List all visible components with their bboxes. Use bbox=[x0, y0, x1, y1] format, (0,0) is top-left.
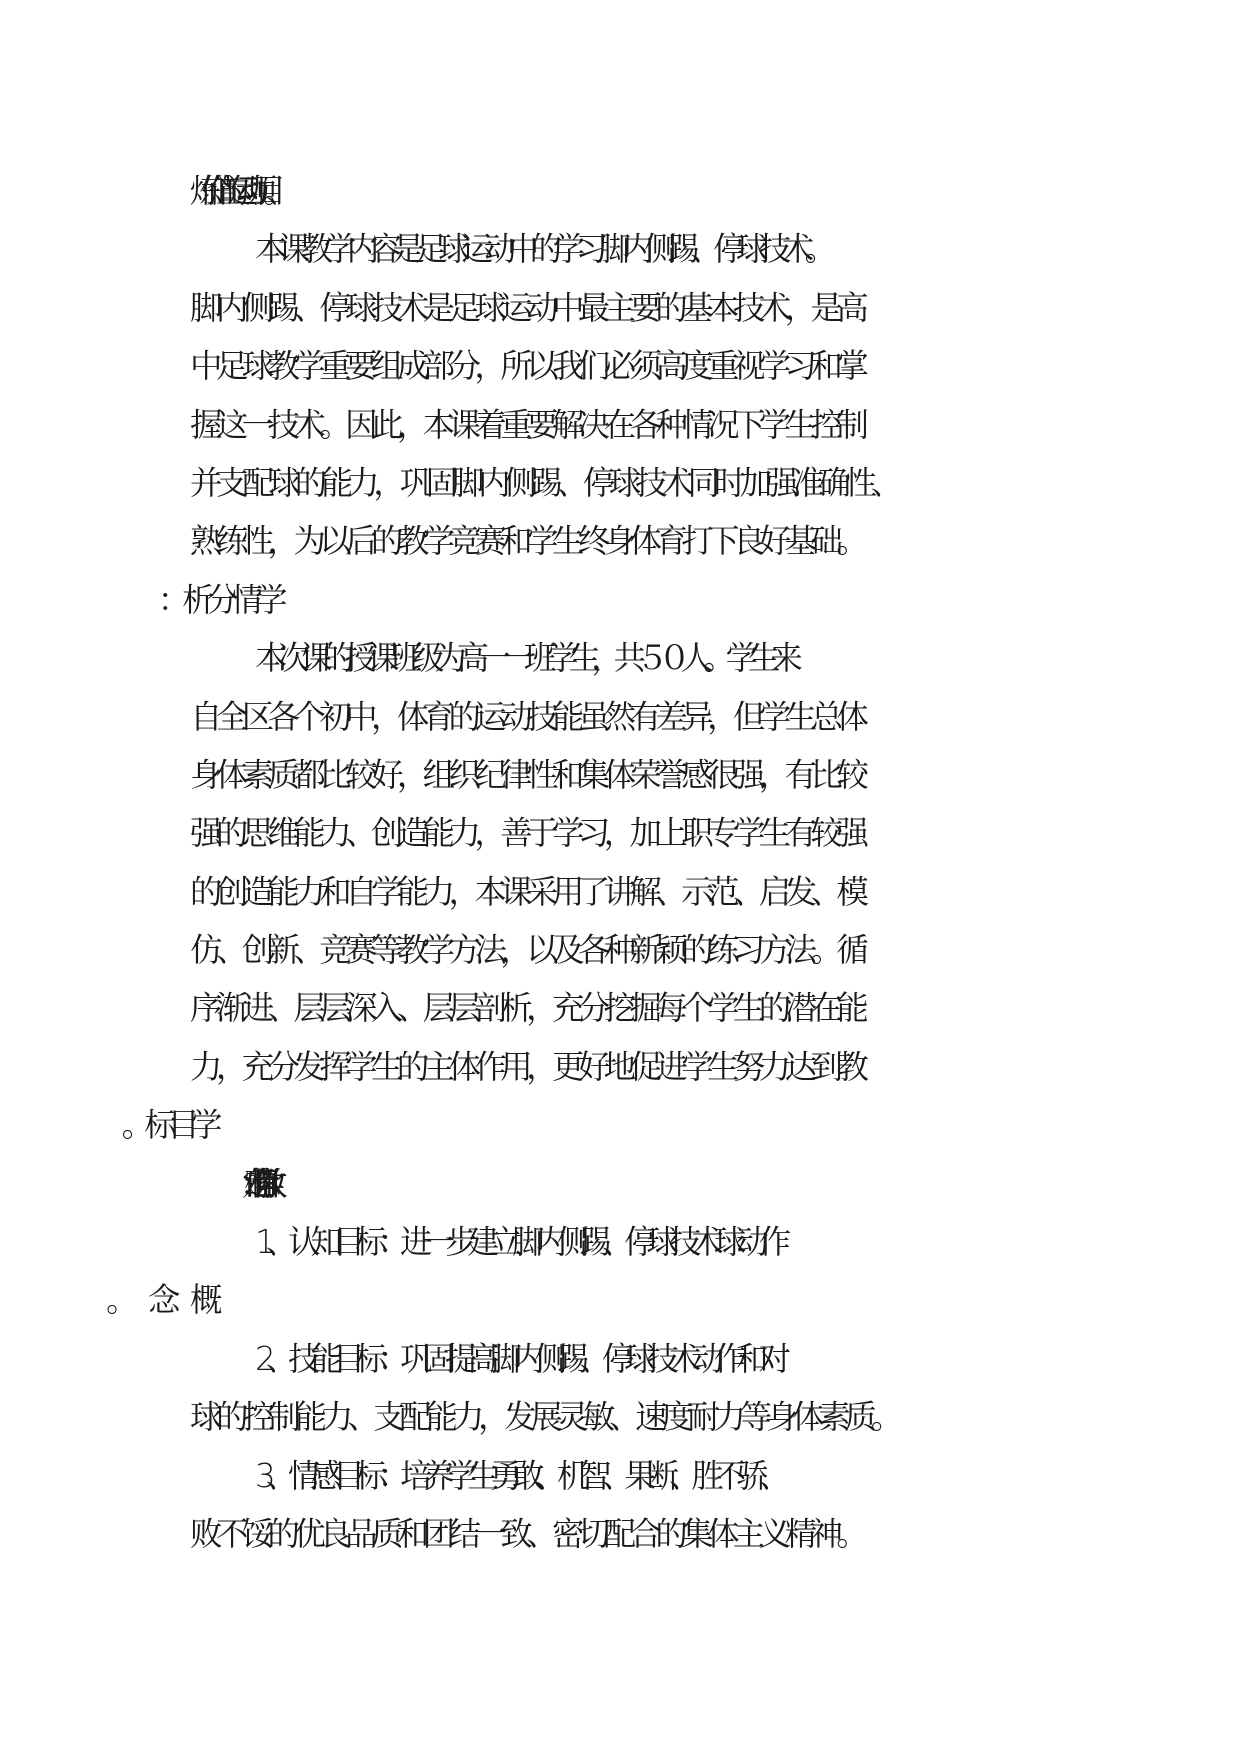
text-line bbox=[190, 1096, 1241, 1154]
text-line: 握这一技术。因此，本课着重要解决在各种情况下学生控制 bbox=[190, 405, 863, 444]
text-line: 球的控制能力、支配能力，发展灵敏、速度耐力等身体素质。 bbox=[190, 1398, 897, 1437]
document-body bbox=[0, 162, 1241, 1563]
text-line: 身体素质都比较好，组织纪律性和集体荣誉感很强，有比较 bbox=[190, 755, 863, 794]
text-line bbox=[255, 1155, 1241, 1213]
text-line: 强的思维能力、创造能力，善于学习，加上职专学生有较强 bbox=[190, 814, 863, 853]
text-line bbox=[190, 1271, 1241, 1329]
text-line: 自全区各个初中，体育的运动技能虽然有差异，但学生总体 bbox=[190, 697, 863, 736]
text-line: 3、情感目标：培养学生勇敢、机智、果断、胜不骄、 bbox=[255, 1456, 781, 1495]
text-line: 并支配球的能力，巩固脚内侧踢、停球技术同时加强准确性、 bbox=[190, 463, 897, 502]
text-line: 1、认知目标：进一步建立脚内侧踢、停球技术球动作 bbox=[255, 1223, 781, 1262]
text-line: 仿、创新、竞赛等教学方法，以及各种新颖的练习方法。循 bbox=[190, 931, 863, 970]
text-line: 脚内侧踢、停球技术是足球运动中最主要的基本技术，是高 bbox=[190, 288, 863, 327]
text-line: 力，充分发挥学生的主体作用，更好地促进学生努力达到教 bbox=[190, 1047, 863, 1086]
text-line bbox=[255, 571, 1241, 629]
text-line: 炼价值的运动项目。 bbox=[190, 172, 273, 210]
text-line: 败不馁的优良品质和团结一致、密切配合的集体主义精神。 bbox=[190, 1514, 863, 1553]
text-line: 的创造能力和自学能力，本课采用了讲解、示范、启发、模 bbox=[190, 872, 863, 911]
text-line: 熟练性，为以后的教学竞赛和学生终身体育打下良好基础。 bbox=[190, 522, 863, 561]
text-line: 中足球教学重要组成部分，所以我们必须高度重视学习和掌 bbox=[190, 347, 863, 386]
text-line: 序渐进、层层深入、层层剖析，充分挖掘每个学生的潜在能 bbox=[190, 989, 863, 1028]
text-line: 2、技能目标：巩固提高脚内侧踢、停球技术动作和对 bbox=[255, 1339, 781, 1378]
text-line: 本课教学内容是足球运动中的学习脚内侧踢、停球技术。 bbox=[255, 230, 828, 269]
text-line: 本次课的授课班级为高一一班学生，共５０人。学生来 bbox=[255, 639, 793, 678]
